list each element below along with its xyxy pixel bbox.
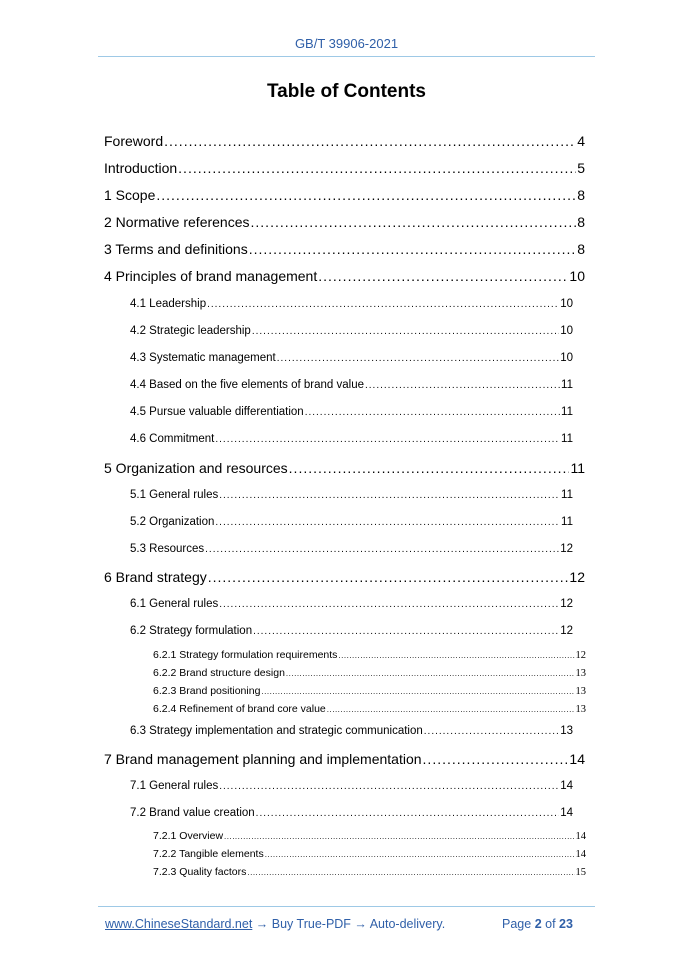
toc-entry-label: 7.2.1 Overview xyxy=(153,830,224,842)
toc-leader-dots xyxy=(215,517,560,528)
toc-entry-label: 4.2 Strategic leadership xyxy=(130,325,251,337)
toc-entry[interactable] xyxy=(153,848,586,860)
toc-leader-dots xyxy=(247,868,574,877)
toc-entry[interactable] xyxy=(104,214,585,230)
toc-leader-dots xyxy=(286,669,575,678)
toc-entry[interactable] xyxy=(130,352,573,364)
toc-leader-dots xyxy=(164,133,576,149)
toc-entry[interactable] xyxy=(153,866,586,878)
toc-entry-page: 13 xyxy=(575,668,586,679)
toc-entry-label: 6.2.2 Brand structure design xyxy=(153,667,285,679)
promo-text: → Buy True-PDF → Auto-delivery. xyxy=(252,917,446,931)
toc-leader-dots xyxy=(261,687,574,696)
toc-entry[interactable] xyxy=(104,268,585,284)
toc-leader-dots xyxy=(265,850,575,859)
toc-entry[interactable] xyxy=(130,298,573,310)
toc-entry-page: 14 xyxy=(575,831,586,842)
toc-entry-page: 15 xyxy=(575,867,586,878)
toc-entry[interactable] xyxy=(130,325,573,337)
toc-entry-page: 5 xyxy=(577,160,585,176)
toc-entry[interactable] xyxy=(104,569,585,585)
toc-leader-dots xyxy=(365,380,560,391)
toc-entry-page: 12 xyxy=(569,569,585,585)
toc-entry-page: 11 xyxy=(561,433,573,445)
toc-leader-dots xyxy=(305,407,560,418)
toc-entry[interactable] xyxy=(104,133,585,149)
toc-entry-page: 14 xyxy=(575,849,586,860)
site-link[interactable]: www.ChineseStandard.net xyxy=(105,917,253,931)
toc-entry[interactable] xyxy=(153,649,586,661)
toc-entry-label: 5.1 General rules xyxy=(130,489,219,501)
toc-entry-label: 2 Normative references xyxy=(104,214,250,230)
toc-entry[interactable] xyxy=(130,807,573,819)
toc-entry-label: 7.2.3 Quality factors xyxy=(153,866,247,878)
toc-entry-page: 13 xyxy=(575,686,586,697)
toc-leader-dots xyxy=(156,187,576,203)
toc-leader-dots xyxy=(215,434,560,445)
toc-leader-dots xyxy=(219,781,559,792)
toc-entry-label: 3 Terms and definitions xyxy=(104,241,248,257)
toc-entry[interactable] xyxy=(130,489,573,501)
current-page-number: 2 xyxy=(534,917,542,931)
toc-entry-page: 11 xyxy=(561,379,573,391)
page-word: Page xyxy=(502,917,532,931)
toc-entry-page: 11 xyxy=(570,460,585,476)
toc-leader-dots xyxy=(252,326,559,337)
toc-leader-dots xyxy=(338,651,574,660)
toc-entry-label: 6.2.4 Refinement of brand core value xyxy=(153,703,326,715)
toc-entry[interactable] xyxy=(153,667,586,679)
toc-entry-label: 6.2.1 Strategy formulation requirements xyxy=(153,649,338,661)
standard-code-header: GB/T 39906-2021 xyxy=(294,36,399,51)
toc-entry-label: 5.3 Resources xyxy=(130,543,205,555)
toc-entry-page: 8 xyxy=(577,241,585,257)
toc-entry-page: 11 xyxy=(561,489,573,501)
toc-leader-dots xyxy=(318,268,568,284)
toc-entry-label: 4.5 Pursue valuable differentiation xyxy=(130,406,304,418)
toc-entry-label: Introduction xyxy=(104,160,178,176)
toc-leader-dots xyxy=(219,490,560,501)
toc-entry-page: 10 xyxy=(560,352,573,364)
page-indicator xyxy=(502,917,573,931)
toc-entry[interactable] xyxy=(104,460,585,476)
toc-entry-page: 10 xyxy=(560,298,573,310)
toc-entry-label: 6.3 Strategy implementation and strategic communication xyxy=(130,725,423,737)
toc-leader-dots xyxy=(224,832,574,841)
toc-entry-label: 4.4 Based on the five elements of brand value xyxy=(130,379,364,391)
toc-entry-label: 4 Principles of brand management xyxy=(104,268,318,284)
page-title: Table of Contents xyxy=(266,81,427,102)
toc-entry-label: 7 Brand management planning and implementation xyxy=(104,751,422,767)
toc-entry-page: 4 xyxy=(577,133,585,149)
toc-entry[interactable] xyxy=(104,187,585,203)
toc-entry-page: 11 xyxy=(561,516,573,528)
toc-entry-label: 6.2 Strategy formulation xyxy=(130,625,253,637)
toc-entry[interactable] xyxy=(130,516,573,528)
toc-entry-page: 11 xyxy=(561,406,573,418)
toc-entry[interactable] xyxy=(130,433,573,445)
toc-leader-dots xyxy=(256,808,560,819)
toc-entry-page: 14 xyxy=(560,780,573,792)
toc-entry-label: 5.2 Organization xyxy=(130,516,215,528)
total-pages-number: 23 xyxy=(559,917,573,931)
toc-entry-page: 14 xyxy=(569,751,585,767)
toc-entry[interactable] xyxy=(104,751,585,767)
toc-entry-label: 4.1 Leadership xyxy=(130,298,207,310)
toc-entry-label: 4.3 Systematic management xyxy=(130,352,276,364)
toc-entry-page: 10 xyxy=(560,325,573,337)
toc-leader-dots xyxy=(208,569,569,585)
footer-promo xyxy=(105,917,445,931)
toc-entry[interactable] xyxy=(130,780,573,792)
toc-entry-page: 12 xyxy=(575,650,586,661)
toc-entry[interactable] xyxy=(153,830,586,842)
toc-entry-page: 12 xyxy=(560,598,573,610)
toc-entry-label: 6.1 General rules xyxy=(130,598,219,610)
toc-entry-label: 6 Brand strategy xyxy=(104,569,207,585)
toc-leader-dots xyxy=(423,751,569,767)
footer-divider xyxy=(98,906,595,907)
toc-leader-dots xyxy=(251,214,577,230)
toc-leader-dots xyxy=(327,705,575,714)
toc-leader-dots xyxy=(277,353,559,364)
toc-entry[interactable] xyxy=(130,543,573,555)
toc-leader-dots xyxy=(289,460,570,476)
toc-entry-page: 10 xyxy=(569,268,585,284)
toc-leader-dots xyxy=(424,726,559,737)
toc-leader-dots xyxy=(249,241,576,257)
toc-leader-dots xyxy=(205,544,559,555)
toc-entry-label: 7.2 Brand value creation xyxy=(130,807,255,819)
toc-entry[interactable] xyxy=(153,685,586,697)
toc-entry[interactable] xyxy=(130,379,573,391)
toc-entry[interactable] xyxy=(104,241,585,257)
toc-leader-dots xyxy=(219,599,559,610)
toc-entry[interactable] xyxy=(104,160,585,176)
toc-entry-label: 4.6 Commitment xyxy=(130,433,215,445)
toc-entry-page: 12 xyxy=(560,625,573,637)
toc-entry-label: 6.2.3 Brand positioning xyxy=(153,685,261,697)
toc-entry-label: 7.1 General rules xyxy=(130,780,219,792)
toc-entry-page: 13 xyxy=(575,704,586,715)
toc-entry-page: 13 xyxy=(560,725,573,737)
toc-entry-label: 1 Scope xyxy=(104,187,156,203)
toc-entry-label: Foreword xyxy=(104,133,164,149)
toc-entry-page: 14 xyxy=(560,807,573,819)
toc-entry[interactable] xyxy=(153,703,586,715)
toc-leader-dots xyxy=(178,160,576,176)
toc-entry-label: 7.2.2 Tangible elements xyxy=(153,848,264,860)
toc-entry-page: 8 xyxy=(577,214,585,230)
toc-entry-page: 12 xyxy=(560,543,573,555)
toc-entry[interactable] xyxy=(130,406,573,418)
toc-entry-label: 5 Organization and resources xyxy=(104,460,288,476)
toc-entry-page: 8 xyxy=(577,187,585,203)
toc-entry[interactable] xyxy=(130,725,573,737)
toc-entry[interactable] xyxy=(130,625,573,637)
toc-leader-dots xyxy=(253,626,559,637)
toc-entry[interactable] xyxy=(130,598,573,610)
toc-leader-dots xyxy=(207,299,559,310)
of-word: of xyxy=(545,917,556,931)
